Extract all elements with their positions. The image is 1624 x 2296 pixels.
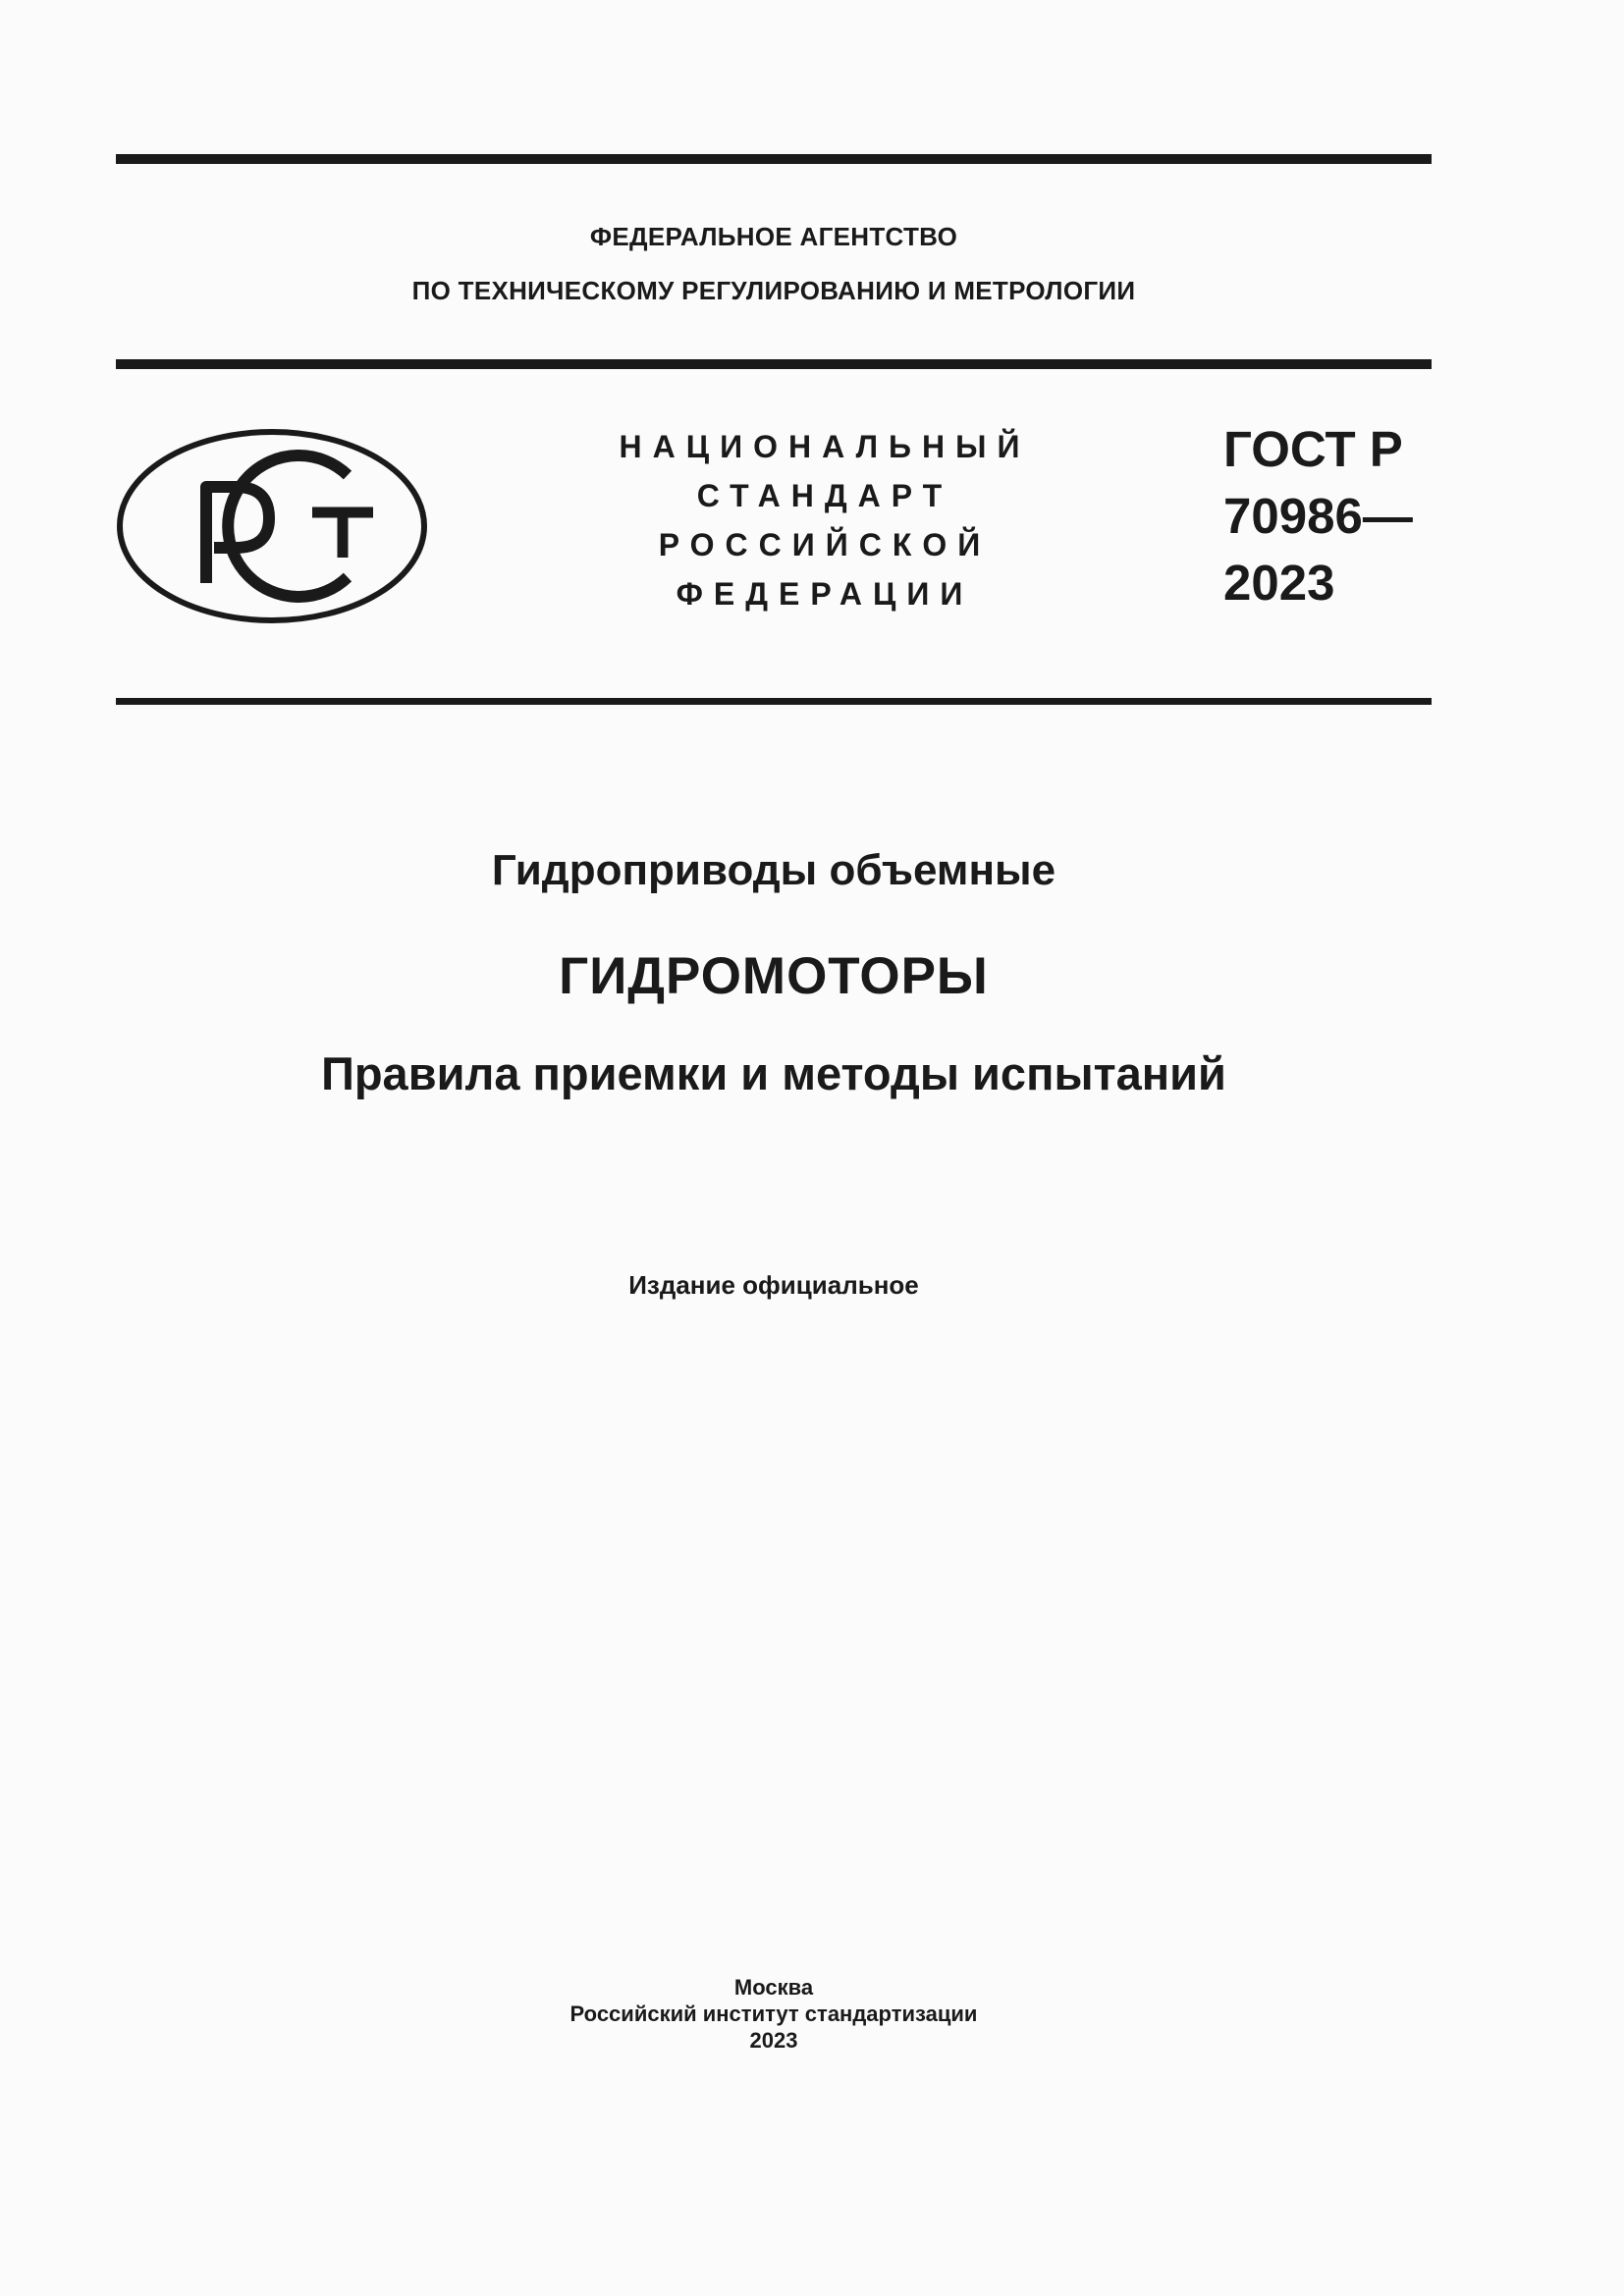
publisher-organization: Российский институт стандартизации [569, 2002, 978, 2026]
document-title-line-1: Гидроприводы объемные [491, 846, 1056, 894]
section-rule [116, 698, 1432, 705]
edition-note: Издание официальное [628, 1270, 919, 1300]
agency-line-1: ФЕДЕРАЛЬНОЕ АГЕНТСТВО [589, 222, 958, 251]
national-standard-heading [589, 422, 1060, 618]
national-line-3: РОССИЙСКОЙ [658, 527, 992, 562]
publisher-city: Москва [733, 1975, 814, 2000]
designation-line-3: 2023 [1223, 555, 1335, 611]
designation-line-2: 70986— [1223, 488, 1413, 544]
agency-line-2: ПО ТЕХНИЧЕСКОМУ РЕГУЛИРОВАНИЮ И МЕТРОЛОГИИ [411, 276, 1136, 305]
top-rule [116, 154, 1432, 164]
rst-certification-mark-icon [116, 428, 428, 624]
national-line-4: ФЕДЕРАЦИИ [676, 576, 974, 612]
document-title-line-3: Правила приемки и методы испытаний [321, 1047, 1226, 1099]
national-line-2: СТАНДАРТ [696, 478, 953, 513]
standard-designation [1223, 416, 1430, 616]
header-rule [116, 359, 1432, 369]
national-line-1: НАЦИОНАЛЬНЫЙ [619, 429, 1031, 464]
designation-line-1: ГОСТ Р [1223, 421, 1403, 477]
publisher-year: 2023 [749, 2028, 798, 2053]
document-title-line-2: ГИДРОМОТОРЫ [559, 947, 989, 1005]
